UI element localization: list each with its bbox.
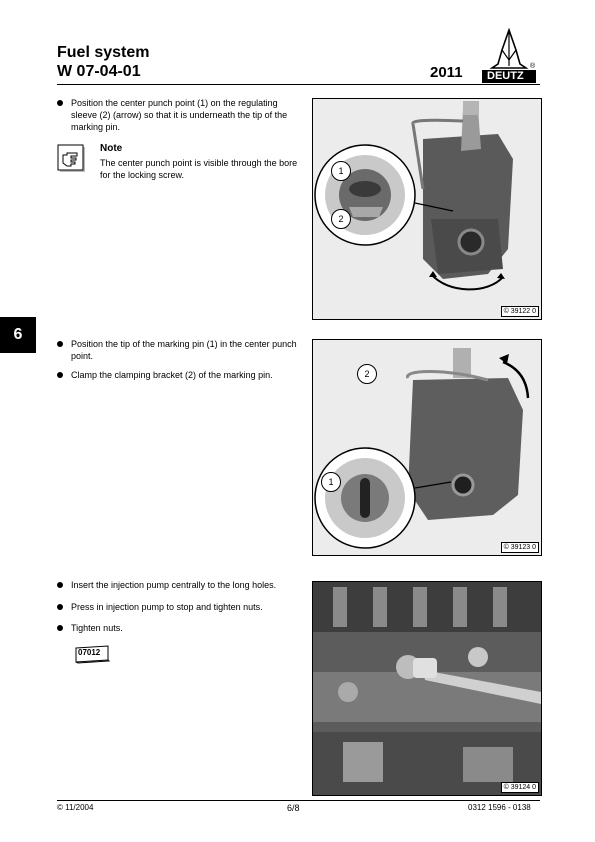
page-title: Fuel system	[57, 44, 150, 61]
bullet-icon	[57, 100, 63, 106]
figure-caption: © 39123 0	[501, 542, 539, 553]
pump-photo-1	[313, 99, 541, 319]
section-code: W 07-04-01	[57, 63, 141, 80]
figure-39124	[312, 581, 542, 796]
figure-caption: © 39122 0	[501, 306, 539, 317]
footer-date: © 11/2004	[57, 803, 94, 812]
bullet-icon	[57, 341, 63, 347]
list-item	[57, 579, 302, 591]
instruction-text: Position the center punch point (1) on the regulating sleeve (2) (arrow) so that it is underneath the tip of the marking pin.	[71, 98, 288, 132]
list-item	[57, 369, 302, 381]
bullet-icon	[57, 372, 63, 378]
list-item	[57, 338, 302, 362]
pump-photo-2	[313, 340, 541, 555]
bullet-icon	[57, 625, 63, 631]
pointing-hand-icon	[57, 144, 87, 174]
reference-number: 07012	[78, 648, 101, 657]
note-title: Note	[100, 143, 123, 154]
callout-2: 2	[357, 364, 377, 384]
bullet-icon	[57, 582, 63, 588]
engine-photo	[313, 582, 541, 795]
engine-series: 2011	[430, 64, 463, 81]
page-number: 6/8	[287, 803, 300, 813]
callout-2: 2	[331, 209, 351, 229]
bullet-icon	[57, 604, 63, 610]
list-item	[57, 601, 302, 613]
note-text: The center punch point is visible through the bore for the locking screw.	[100, 158, 298, 180]
instruction-text: Press in injection pump to stop and tighten nuts.	[71, 602, 263, 612]
callout-1: 1	[331, 161, 351, 181]
brand-name: DEUTZ	[487, 70, 524, 82]
footer-rule	[57, 800, 540, 801]
instruction-text: Tighten nuts.	[71, 623, 123, 633]
deutz-logo	[478, 28, 540, 84]
figure-caption: © 39124 0	[501, 782, 539, 793]
instruction-text: Clamp the clamping bracket (2) of the marking pin.	[71, 370, 273, 380]
list-item	[57, 97, 302, 133]
registered-mark: ®	[530, 63, 536, 70]
header-rule	[57, 84, 540, 85]
document-number: 0312 1596 - 0138	[468, 803, 531, 812]
callout-1: 1	[321, 472, 341, 492]
figure-39122	[312, 98, 542, 320]
reference-book	[73, 644, 111, 664]
figure-39123	[312, 339, 542, 556]
instruction-text: Position the tip of the marking pin (1) in the center punch point.	[71, 339, 297, 361]
list-item	[57, 622, 302, 634]
chapter-tab: 6	[0, 317, 36, 353]
instruction-text: Insert the injection pump centrally to the long holes.	[71, 580, 277, 590]
note-icon-box	[57, 144, 87, 174]
